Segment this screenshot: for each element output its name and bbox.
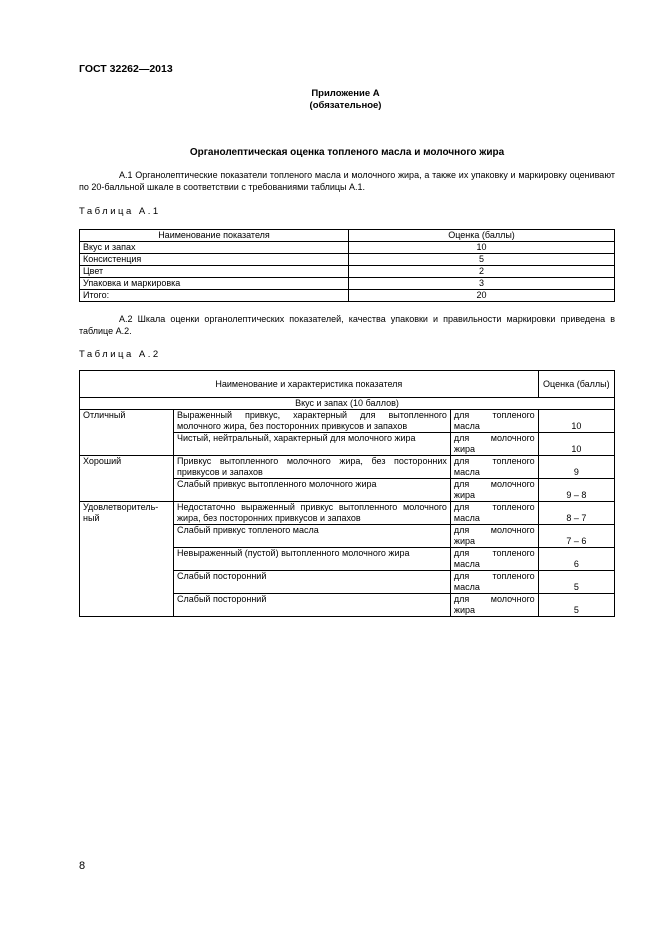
fat-type-prefix: для <box>453 594 470 604</box>
fat-type-product: масла <box>453 513 480 523</box>
fat-type <box>450 502 538 525</box>
fat-type <box>450 456 538 479</box>
fat-type-product: жира <box>453 536 475 546</box>
row-description: Невыраженный (пустой) вытопленного молочного жира <box>174 548 451 571</box>
indicator-name: Упаковка и маркировка <box>80 278 349 290</box>
table-row <box>80 502 615 525</box>
indicator-score: 3 <box>349 278 615 290</box>
table-a1-header-name: Наименование показателя <box>80 230 349 242</box>
table-a2-header-score: Оценка (баллы) <box>538 371 614 398</box>
fat-type-word: топленого <box>492 571 535 581</box>
fat-type-prefix: для <box>453 433 470 443</box>
row-score: 8 – 7 <box>538 502 614 525</box>
row-score: 10 <box>538 433 614 456</box>
fat-type-word: топленого <box>492 502 535 512</box>
grade-label: Отличный <box>80 410 174 456</box>
fat-type-word: молочного <box>490 594 535 604</box>
fat-type-prefix: для <box>453 410 470 420</box>
indicator-name: Консистенция <box>80 254 349 266</box>
fat-type-prefix: для <box>453 502 470 512</box>
fat-type <box>450 525 538 548</box>
row-description: Слабый посторонний <box>174 571 451 594</box>
grade-label: Удовлетворитель-ный <box>80 502 174 617</box>
row-description: Слабый посторонний <box>174 594 451 617</box>
indicator-score: 5 <box>349 254 615 266</box>
table-row <box>80 254 615 266</box>
fat-type-product: жира <box>453 444 475 454</box>
row-description: Выраженный привкус, характерный для вытопленного молочного жира, без посторонних привкусов и запахов <box>174 410 451 433</box>
fat-type-product: масла <box>453 467 480 477</box>
table-row <box>80 410 615 433</box>
table-row <box>80 266 615 278</box>
appendix-heading <box>0 88 661 113</box>
row-score: 9 <box>538 456 614 479</box>
fat-type <box>450 479 538 502</box>
page-number: 8 <box>79 860 86 872</box>
row-score: 9 – 8 <box>538 479 614 502</box>
fat-type-product: масла <box>453 582 480 592</box>
fat-type-word: молочного <box>490 433 535 443</box>
table-a2-subheader: Вкус и запах (10 баллов) <box>80 398 615 410</box>
fat-type-word: топленого <box>492 456 535 466</box>
paragraph-a2: А.2 Шкала оценки органолептических показателей, качества упаковки и правильности маркировки приведена в таблице А.2. <box>79 314 615 336</box>
fat-type-word: молочного <box>490 525 535 535</box>
table-header-row <box>80 230 615 242</box>
fat-type-prefix: для <box>453 525 470 535</box>
total-score: 20 <box>349 290 615 302</box>
fat-type-product: жира <box>453 605 475 615</box>
row-description: Чистый, нейтральный, характерный для молочного жира <box>174 433 451 456</box>
table-row <box>80 278 615 290</box>
fat-type <box>450 410 538 433</box>
fat-type-product: жира <box>453 490 475 500</box>
table-a1-label: Таблица А.1 <box>79 206 161 217</box>
fat-type-word: молочного <box>490 479 535 489</box>
fat-type-prefix: для <box>453 479 470 489</box>
row-score: 6 <box>538 548 614 571</box>
table-row <box>80 456 615 479</box>
row-score: 7 – 6 <box>538 525 614 548</box>
fat-type-prefix: для <box>453 548 470 558</box>
paragraph-a1: А.1 Органолептические показатели топленого масла и молочного жира, а также их упаковку и маркировку оценивают по 20-балльной шкале в соответствии с требованиями таблицы А.1. <box>79 170 615 192</box>
row-description: Слабый привкус топленого масла <box>174 525 451 548</box>
table-a1 <box>79 229 615 302</box>
table-a2-header-name: Наименование и характеристика показателя <box>80 371 539 398</box>
table-subheader-row <box>80 398 615 410</box>
row-score: 10 <box>538 410 614 433</box>
indicator-name: Вкус и запах <box>80 242 349 254</box>
table-a2 <box>79 370 615 617</box>
row-score: 5 <box>538 594 614 617</box>
table-a1-header-score: Оценка (баллы) <box>349 230 615 242</box>
fat-type <box>450 571 538 594</box>
table-row <box>80 242 615 254</box>
fat-type <box>450 433 538 456</box>
fat-type-prefix: для <box>453 456 470 466</box>
total-label: Итого: <box>80 290 349 302</box>
indicator-score: 2 <box>349 266 615 278</box>
table-header-row <box>80 371 615 398</box>
main-title: Органолептическая оценка топленого масла и молочного жира <box>189 147 505 158</box>
document-code: ГОСТ 32262—2013 <box>79 63 173 75</box>
row-description: Недостаточно выраженный привкус вытопленного молочного жира, без посторонних привкусов и запахов <box>174 502 451 525</box>
fat-type-word: топленого <box>492 548 535 558</box>
table-total-row <box>80 290 615 302</box>
fat-type-product: масла <box>453 421 480 431</box>
indicator-score: 10 <box>349 242 615 254</box>
fat-type <box>450 548 538 571</box>
fat-type-word: топленого <box>492 410 535 420</box>
row-description: Слабый привкус вытопленного молочного жира <box>174 479 451 502</box>
fat-type-prefix: для <box>453 571 470 581</box>
row-score: 5 <box>538 571 614 594</box>
fat-type <box>450 594 538 617</box>
fat-type-product: масла <box>453 559 480 569</box>
appendix-status: (обязательное) <box>309 100 382 112</box>
row-description: Привкус вытопленного молочного жира, без посторонних привкусов и запахов <box>174 456 451 479</box>
grade-label: Хороший <box>80 456 174 502</box>
appendix-title: Приложение А <box>311 88 380 99</box>
indicator-name: Цвет <box>80 266 349 278</box>
table-a2-label: Таблица А.2 <box>79 349 161 360</box>
